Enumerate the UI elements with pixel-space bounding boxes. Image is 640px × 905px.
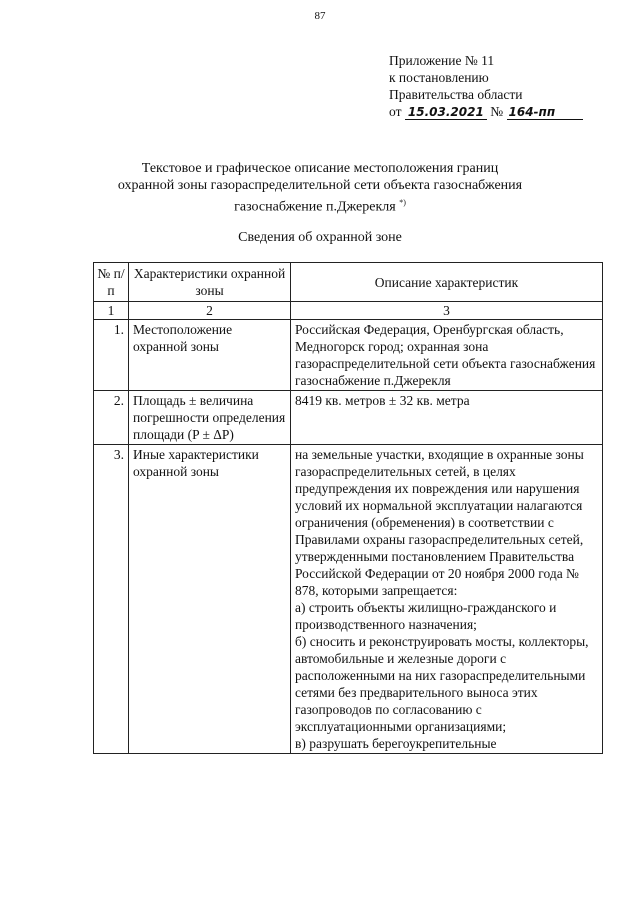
- from-label: от: [389, 104, 402, 119]
- row-number: 3.: [94, 445, 129, 754]
- appendix-line-resolution: к постановлению: [389, 70, 489, 85]
- row-description: 8419 кв. метров ± 32 кв. метра: [291, 391, 603, 445]
- table-row: [94, 320, 603, 391]
- appendix-line-government: Правительства области: [389, 87, 523, 102]
- title-line-2: охранной зоны газораспределительной сети объекта газоснабжения: [117, 178, 523, 193]
- footnote-mark: *): [399, 198, 406, 207]
- table-row: [94, 391, 603, 445]
- column-index-3: 3: [291, 302, 603, 320]
- appendix-date-line: [389, 103, 583, 120]
- row-characteristic: Площадь ± величина погрешности определения площади (P ± ΔP): [129, 391, 291, 445]
- row-number: 1.: [94, 320, 129, 391]
- title-line-3-text: газоснабжение п.Джерекля: [234, 199, 396, 215]
- header-num: № п/п: [94, 263, 129, 302]
- title-line-1: Текстовое и графическое описание местоположения границ: [141, 161, 499, 176]
- appendix-title: Приложение № 11: [389, 53, 495, 68]
- row-characteristic: Иные характеристики охранной зоны: [129, 445, 291, 754]
- appendix-block: [389, 52, 583, 120]
- row-description: Российская Федерация, Оренбургская область, Медногорск город; охранная зона газораспределительной сети объекта газоснабжения газоснабжение п.Джерекля: [291, 320, 603, 391]
- number-label: №: [490, 104, 504, 119]
- restriction-item-b: б) сносить и реконструировать мосты, коллекторы, автомобильные и железные дороги с расположенными на них газораспределительными сетями без предварительного выноса этих газопроводов по согласованию с эксплуатационными организациями;: [295, 634, 589, 734]
- column-index-1: 1: [94, 302, 129, 320]
- row-characteristic: Местоположение охранной зоны: [129, 320, 291, 391]
- page-number: 87: [314, 10, 326, 22]
- row-description: на земельные участки, входящие в охранные зоны газораспределительных сетей, в целях предупреждения их повреждения или нарушения условий их нормальной эксплуатации налагаются ограничения (обременения) в соответствии с Правилами охраны газораспределительных сетей, утвержденными постановлением Правительства Российской Федерации от 20 ноября 2000 года № 878, которыми запрещается:: [295, 447, 584, 598]
- row-number: 2.: [94, 391, 129, 445]
- protection-zone-table: [93, 262, 603, 754]
- restriction-item-c: в) разрушать берегоукрепительные: [295, 736, 497, 751]
- document-title: [0, 160, 640, 216]
- handwritten-number: 164-пп: [507, 105, 583, 120]
- table-row: [94, 445, 603, 754]
- section-subtitle: Сведения об охранной зоне: [238, 230, 402, 245]
- restriction-item-a: а) строить объекты жилищно-гражданского и производственного назначения;: [295, 600, 557, 632]
- header-characteristics: Характеристики охранной зоны: [129, 263, 291, 302]
- title-line-3: [0, 194, 640, 216]
- handwritten-date: 15.03.2021: [405, 105, 487, 120]
- table-header-row: [94, 263, 603, 302]
- column-index-2: 2: [129, 302, 291, 320]
- column-index-row: [94, 302, 603, 320]
- header-description: Описание характеристик: [291, 263, 603, 302]
- row-description-cell: [291, 445, 603, 754]
